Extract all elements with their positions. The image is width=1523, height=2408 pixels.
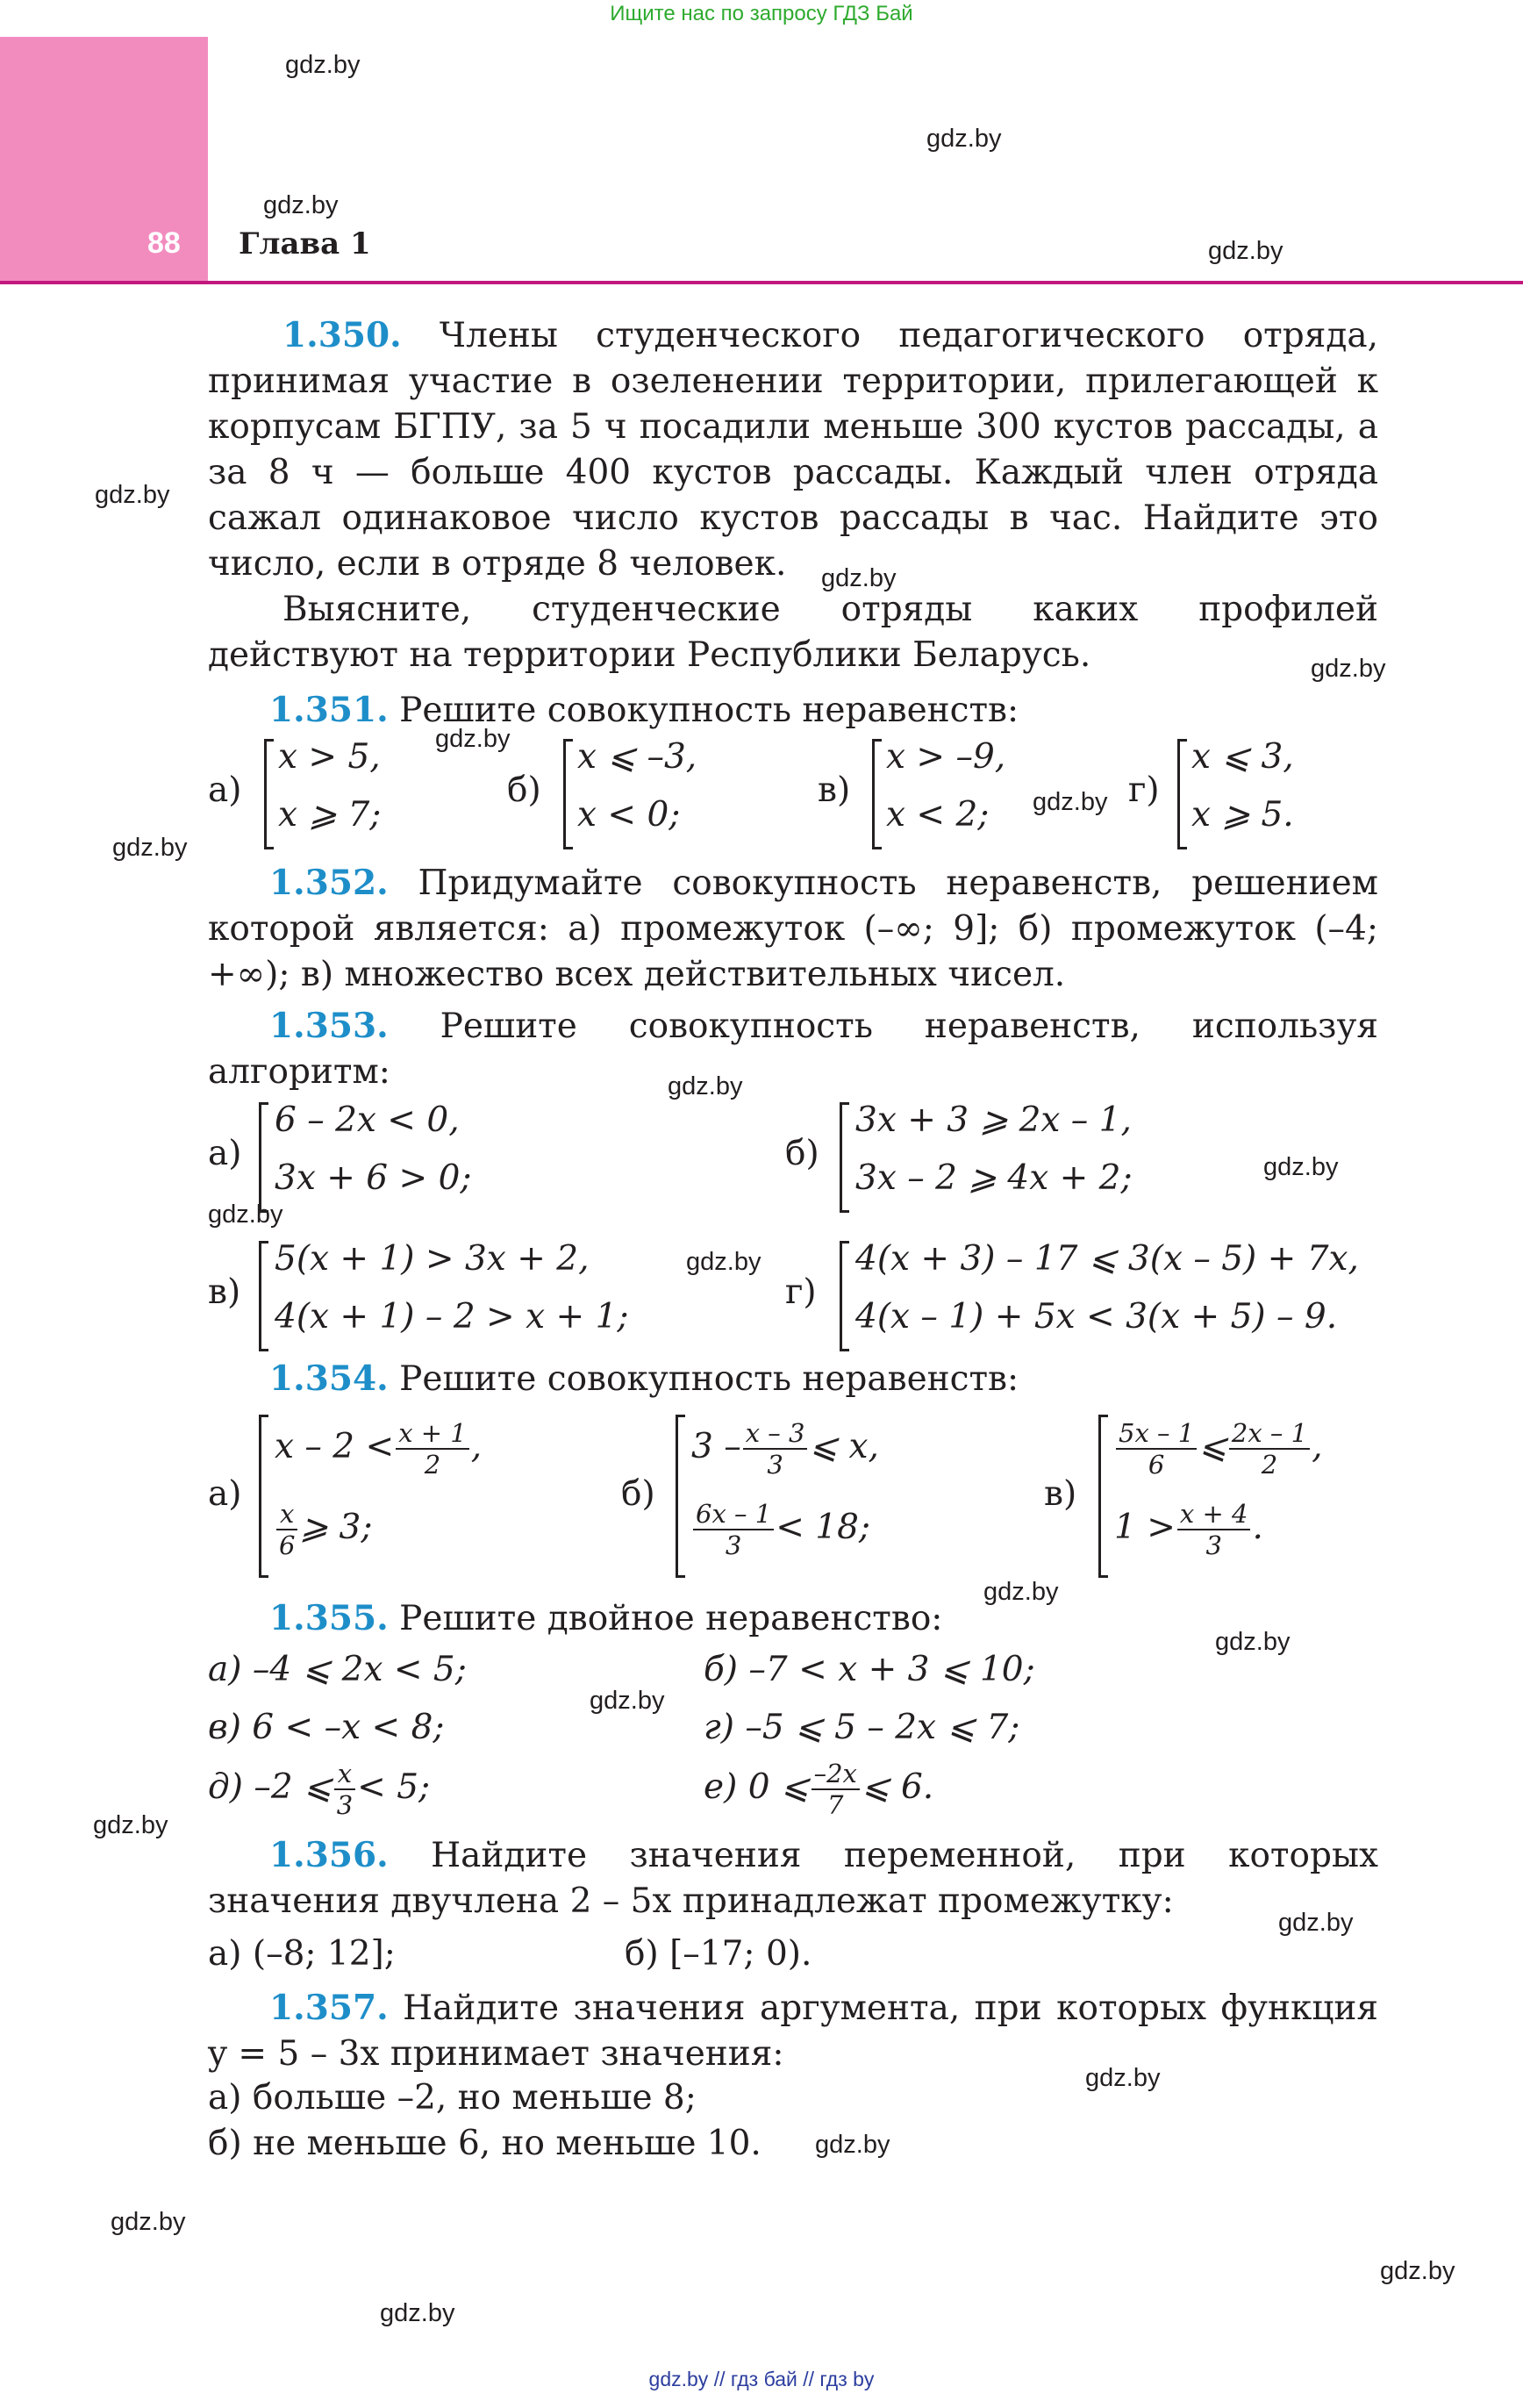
watermark: gdz.by xyxy=(112,834,188,862)
denominator: 2 xyxy=(1261,1450,1278,1480)
exercise-number: 1.353. xyxy=(269,1006,389,1046)
expression: x – 2 < xyxy=(275,1427,395,1466)
system-1354-c xyxy=(1044,1411,1421,1578)
item-1355-a: а) –4 ⩽ 2x < 5; xyxy=(208,1650,467,1689)
exercise-statement: Решите совокупность неравенств, используя алгоритм: xyxy=(208,1007,1378,1092)
header-rule xyxy=(0,281,1523,284)
inequality: 4(x – 1) + 5x < 3(x + 5) – 9. xyxy=(855,1297,1338,1337)
item-label: а) xyxy=(208,1134,242,1173)
denominator: 6 xyxy=(279,1530,296,1560)
expression: д) –2 ⩽ xyxy=(208,1767,332,1807)
exercise-statement: Члены студенческого педагогического отряда, принимая участие в озеленении территории, прилегающей к корпусам БГПУ, за 5 ч посадили меньше 300 кустов рассады, а за 8 ч — больше 400 кустов рассады. Каждый член отряда сажал одинаковое число кустов рассады в час. Найдите это число, если в отряде 8 человек. xyxy=(208,316,1378,584)
exercise-number: 1.356. xyxy=(269,1835,389,1875)
numerator: 5x – 1 xyxy=(1116,1418,1197,1450)
expression: < 5; xyxy=(357,1767,431,1807)
inequality: 3x – 2 ⩾ 4x + 2; xyxy=(855,1158,1133,1198)
expression: е) 0 ⩽ xyxy=(704,1767,810,1807)
item-label: а) xyxy=(208,1474,242,1514)
item-label: в) xyxy=(818,770,851,810)
exercise-statement: Решите совокупность неравенств: xyxy=(388,691,1019,730)
inequality-line-1 xyxy=(1114,1418,1323,1480)
watermark: gdz.by xyxy=(435,725,511,753)
fraction xyxy=(1116,1418,1197,1480)
watermark: gdz.by xyxy=(263,191,339,219)
fraction xyxy=(334,1759,355,1820)
exercise-1350-text xyxy=(208,312,1378,587)
expression: , xyxy=(1312,1427,1323,1466)
watermark: gdz.by xyxy=(1208,237,1283,265)
system-1351-c xyxy=(818,735,1046,849)
item-1355-f xyxy=(704,1759,933,1820)
expression: ⩽ 6. xyxy=(861,1767,934,1807)
exercise-number: 1.355. xyxy=(269,1598,389,1638)
fraction xyxy=(812,1759,860,1820)
watermark: gdz.by xyxy=(686,1248,762,1276)
expression: 3 – xyxy=(691,1427,741,1466)
expression: ⩾ 3; xyxy=(299,1508,373,1547)
bracket xyxy=(840,1102,849,1213)
watermark: gdz.by xyxy=(926,125,1002,153)
inequality-line-2 xyxy=(691,1499,870,1560)
search-hint: Ищите нас по запросу ГДЗ Бай xyxy=(610,2,913,25)
bracket xyxy=(259,1241,268,1351)
denominator: 2 xyxy=(424,1450,441,1480)
exercise-1350 xyxy=(208,312,1378,678)
expression: < 18; xyxy=(776,1508,871,1547)
inequality: 4(x + 3) – 17 ⩽ 3(x – 5) + 7x, xyxy=(855,1239,1359,1279)
exercise-statement: Придумайте совокупность неравенств, решением которой является: а) промежуток (–∞; 9]; б) промежуток (–4; +∞); в) множество всех действительных чисел. xyxy=(208,864,1378,994)
inequality: 6 – 2x < 0, xyxy=(275,1100,460,1140)
item-1355-b: б) –7 < x + 3 ⩽ 10; xyxy=(704,1650,1035,1689)
exercise-number: 1.350. xyxy=(282,315,402,355)
system-1353-b xyxy=(785,1099,1241,1213)
item-label: б) xyxy=(785,1134,819,1173)
fraction xyxy=(1177,1499,1251,1560)
denominator: 3 xyxy=(1205,1530,1222,1560)
watermark: gdz.by xyxy=(1278,1909,1354,1937)
numerator: x + 1 xyxy=(396,1418,469,1450)
system-1353-a xyxy=(208,1099,611,1213)
inequality: x > 5, xyxy=(278,737,381,777)
expression: 1 > xyxy=(1114,1508,1176,1547)
watermark: gdz.by xyxy=(590,1687,665,1715)
exercise-statement: Найдите значения аргумента, при которых функция y = 5 – 3x принимает значения: xyxy=(208,1989,1378,2074)
item-label: г) xyxy=(785,1272,817,1312)
exercise-1351-heading xyxy=(208,687,1378,734)
item-1355-d: г) –5 ⩽ 5 – 2x ⩽ 7; xyxy=(704,1708,1020,1747)
bracket xyxy=(259,1415,268,1578)
watermark: gdz.by xyxy=(208,1200,283,1229)
footer-links: gdz.by // гдз бай // гдз by xyxy=(648,2368,875,2390)
watermark: gdz.by xyxy=(1215,1628,1291,1656)
watermark: gdz.by xyxy=(111,2208,186,2236)
denominator: 3 xyxy=(767,1450,783,1480)
watermark: gdz.by xyxy=(285,51,361,79)
inequality: x ⩽ –3, xyxy=(577,737,697,777)
item-1357-b: б) не меньше 6, но меньше 10. xyxy=(208,2124,762,2163)
exercise-number: 1.351. xyxy=(269,690,389,730)
exercise-1353-heading xyxy=(208,1003,1378,1095)
numerator: 2x – 1 xyxy=(1229,1418,1310,1450)
watermark: gdz.by xyxy=(1033,788,1108,816)
inequality: x ⩽ 3, xyxy=(1191,737,1294,777)
exercise-number: 1.352. xyxy=(269,863,389,903)
expression: ⩽ x, xyxy=(809,1427,879,1466)
item-1357-a: а) больше –2, но меньше 8; xyxy=(208,2078,697,2118)
inequality: 3x + 6 > 0; xyxy=(275,1158,472,1198)
exercise-statement: Найдите значения переменной, при которых значения двучлена 2 – 5x принадлежат промежутку: xyxy=(208,1836,1378,1921)
watermark: gdz.by xyxy=(380,2299,455,2327)
inequality-line-1 xyxy=(691,1418,879,1480)
exercise-1356 xyxy=(208,1832,1378,1924)
fraction xyxy=(276,1499,297,1560)
watermark: gdz.by xyxy=(983,1578,1059,1606)
numerator: x xyxy=(276,1499,297,1530)
bracket xyxy=(1098,1415,1108,1578)
exercise-number: 1.354. xyxy=(269,1358,389,1399)
exercise-1352 xyxy=(208,860,1378,998)
inequality: x ⩾ 7; xyxy=(278,795,382,835)
fraction xyxy=(693,1499,774,1560)
denominator: 6 xyxy=(1148,1450,1165,1480)
numerator: x – 3 xyxy=(743,1418,808,1450)
item-1355-e xyxy=(208,1759,430,1820)
item-label: а) xyxy=(208,770,242,810)
system-1353-d xyxy=(785,1237,1391,1351)
inequality: x < 2; xyxy=(886,795,990,835)
numerator: x + 4 xyxy=(1177,1499,1251,1530)
fraction xyxy=(1229,1418,1310,1480)
numerator: –2x xyxy=(812,1759,860,1790)
exercise-1355-heading xyxy=(208,1595,1378,1642)
fraction xyxy=(743,1418,808,1480)
exercise-1357 xyxy=(208,1985,1378,2077)
item-1356-a: а) (–8; 12]; xyxy=(208,1934,396,1974)
exercise-number: 1.357. xyxy=(269,1988,389,2028)
item-label: б) xyxy=(507,770,541,810)
denominator: 3 xyxy=(725,1530,742,1560)
system-1351-d xyxy=(1128,735,1356,849)
system-1354-b xyxy=(621,1411,972,1578)
inequality: 4(x + 1) – 2 > x + 1; xyxy=(275,1297,629,1337)
expression: . xyxy=(1252,1508,1263,1547)
denominator: 7 xyxy=(827,1790,844,1820)
system-1351-b xyxy=(507,735,735,849)
inequality-line-2 xyxy=(1114,1499,1263,1560)
fraction xyxy=(396,1418,469,1480)
expression: ⩽ xyxy=(1198,1427,1227,1466)
watermark: gdz.by xyxy=(93,1811,168,1839)
watermark: gdz.by xyxy=(1085,2064,1161,2092)
watermark: gdz.by xyxy=(668,1072,743,1100)
expression: , xyxy=(470,1427,483,1466)
watermark: gdz.by xyxy=(815,2131,890,2159)
item-label: б) xyxy=(621,1474,655,1514)
bracket xyxy=(872,739,882,849)
inequality: 3x + 3 ⩾ 2x – 1, xyxy=(855,1100,1132,1140)
bracket xyxy=(563,739,573,849)
watermark: gdz.by xyxy=(821,564,897,592)
inequality: x < 0; xyxy=(577,795,681,835)
exercise-1350-extra: Выясните, студенческие отряды каких профилей действуют на территории Республики Беларусь. xyxy=(208,590,1378,675)
bracket xyxy=(264,739,274,849)
watermark: gdz.by xyxy=(1263,1153,1339,1181)
numerator: x xyxy=(334,1759,355,1790)
inequality-line-2 xyxy=(275,1499,372,1560)
bracket xyxy=(259,1102,268,1213)
exercise-1354-heading xyxy=(208,1356,1378,1402)
system-1353-c xyxy=(208,1237,699,1351)
watermark: gdz.by xyxy=(1380,2257,1455,2285)
watermark: gdz.by xyxy=(1311,655,1386,683)
inequality: x ⩾ 5. xyxy=(1191,795,1294,835)
inequality: x > –9, xyxy=(886,737,1006,777)
bracket xyxy=(1177,739,1187,849)
item-1356-b: б) [–17; 0). xyxy=(625,1934,812,1974)
system-1354-a xyxy=(208,1411,576,1578)
bracket xyxy=(676,1415,685,1578)
watermark: gdz.by xyxy=(95,481,170,509)
inequality-line-1 xyxy=(275,1418,482,1480)
chapter-title: Глава 1 xyxy=(239,226,371,262)
item-1355-c: в) 6 < –x < 8; xyxy=(208,1708,445,1747)
system-1351-a xyxy=(208,735,418,849)
bracket xyxy=(840,1241,849,1351)
exercise-statement: Решите совокупность неравенств: xyxy=(388,1359,1019,1399)
item-label: в) xyxy=(208,1272,241,1312)
inequality: 5(x + 1) > 3x + 2, xyxy=(275,1239,590,1279)
page-number: 88 xyxy=(147,226,181,260)
denominator: 3 xyxy=(336,1790,354,1820)
numerator: 6x – 1 xyxy=(693,1499,774,1530)
exercise-statement: Решите двойное неравенство: xyxy=(388,1599,943,1638)
item-label: г) xyxy=(1128,770,1160,810)
item-label: в) xyxy=(1044,1474,1077,1514)
